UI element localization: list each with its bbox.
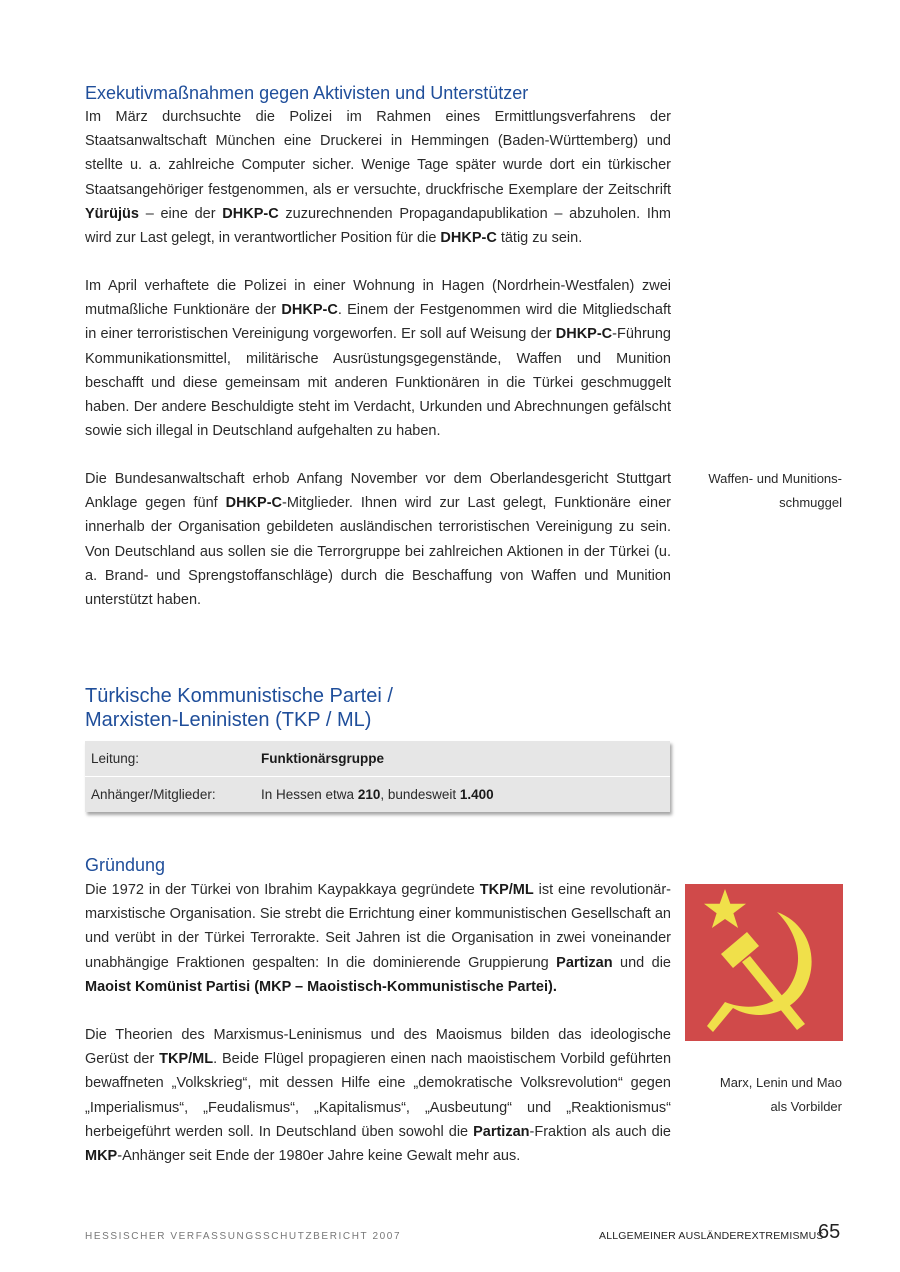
- table-row: [85, 741, 670, 777]
- caption-line: Marx, Lenin und Mao: [719, 1075, 842, 1090]
- table-key-members: Anhänger/Mitglieder:: [91, 787, 216, 802]
- table-value-members: In Hessen etwa 210, bundesweit 1.400: [261, 787, 494, 802]
- section-heading-executive-measures: Exekutivmaßnahmen gegen Aktivisten und Unterstützer: [85, 83, 529, 103]
- organization-info-table: [85, 741, 670, 812]
- paragraph-april-arrest: Im April verhaftete die Polizei in einer Wohnung in Hagen (Nordrhein-Westfalen) zwei mutmaßliche Funktionäre der DHKP-C. Einem der Festgenommen wird die Mitgliedschaft in einer terroristischen Vereinigung vorgeworfen. Er soll auf Weisung der DHKP-C-Führung Kommunikationsmittel, militärische Ausrüstungsgegenstände, Waffen und Munition beschafft und diese gemeinsam mit anderen Funktionären in die Türkei geschmuggelt haben. Der andere Beschuldigte steht im Verdacht, Urkunden und Abrechnungen gefälscht sowie sich illegal in Deutschland aufgehalten zu haben.: [85, 278, 672, 440]
- margin-note-smuggling: [690, 467, 842, 515]
- table-row: [85, 777, 670, 813]
- margin-note-line: Waffen- und Munitions-: [708, 471, 842, 486]
- paragraph-november-indictment: Die Bundesanwaltschaft erhob Anfang November vor dem Oberlandesgericht Stuttgart Anklage gegen fünf DHKP-C-Mitglieder. Ihnen wird zur Last gelegt, Funktionäre einer innerhalb der Organisation gebildeten ausländischen terroristischen Vereinigung zu sein. Von Deutschland aus sollen sie die Terrorgruppe bei zahlreichen Aktionen in der Türkei (u. a. Brand- und Sprengstoffanschläge) durch die Beschaffung von Waffen und Munition unterstützt haben.: [85, 471, 671, 609]
- hammer-and-sickle-with-star-icon: [685, 884, 843, 1041]
- caption-line: als Vorbilder: [770, 1099, 842, 1114]
- image-caption: [690, 1071, 842, 1119]
- heading-line: Türkische Kommunistische Partei /: [85, 685, 393, 707]
- footer-chapter-title: ALLGEMEINER AUSLÄNDEREXTREMISMUS: [599, 1230, 824, 1242]
- margin-note-line: schmuggel: [779, 495, 842, 510]
- paragraph-march-raid: Im März durchsuchte die Polizei im Rahmen eines Ermittlungsverfahrens der Staatsanwaltschaft München eine Druckerei in Hemmingen (Baden-Württemberg) und stellte u. a. zahlreiche Computer sicher. Wenige Tage später wurde dort ein türkischer Staatsangehöriger festgenommen, als er versuchte, druckfrische Exemplare der Zeitschrift Yürüjüs – eine der DHKP-C zuzurechnenden Propagandapublikation – abzuholen. Ihm wird zur Last gelegt, in verantwortlicher Position für die DHKP-C tätig zu sein.: [85, 109, 671, 247]
- heading-line: Marxisten-Leninisten (TKP / ML): [85, 709, 372, 731]
- paragraph-ideology: Die Theorien des Marxismus-Leninismus und des Maoismus bilden das ideologische Gerüst der TKP/ML. Beide Flügel propagieren einen nach maoistischem Vorbild geführten bewaffneten „Volkskrieg“, mit dessen Hilfe eine „demokratische Volksrevolution“ gegen „Imperialismus“, „Feudalismus“, „Kapitalismus“, „Ausbeutung“ und „Reaktionismus“ herbeigeführt werden soll. In Deutschland üben sowohl die Partizan-Fraktion als auch die MKP-Anhänger seit Ende der 1980er Jahre keine Gewalt mehr aus.: [85, 1027, 672, 1165]
- footer-report-title: HESSISCHER VERFASSUNGSSCHUTZBERICHT 2007: [85, 1231, 402, 1242]
- table-value-leadership: Funktionärsgruppe: [255, 741, 670, 777]
- table-key-leadership: Leitung:: [85, 741, 255, 777]
- section-heading-tkp-ml: [85, 684, 393, 732]
- page-number: 65: [818, 1221, 841, 1243]
- section-heading-founding: Gründung: [85, 855, 166, 875]
- hammer-and-sickle-image: [685, 884, 843, 1041]
- paragraph-founding: Die 1972 in der Türkei von Ibrahim Kaypakkaya gegründete TKP/ML ist eine revolutionär-marxistische Organisation. Sie strebt die Errichtung einer kommunistischen Gesellschaft an und verübt in der Türkei Terrorakte. Seit Jahren ist die Organisation in zwei voneinander unabhängige Fraktionen gespalten: In die dominierende Gruppierung Partizan und die Maoist Komünist Partisi (MKP – Maoistisch-Kommunistische Partei).: [85, 882, 671, 995]
